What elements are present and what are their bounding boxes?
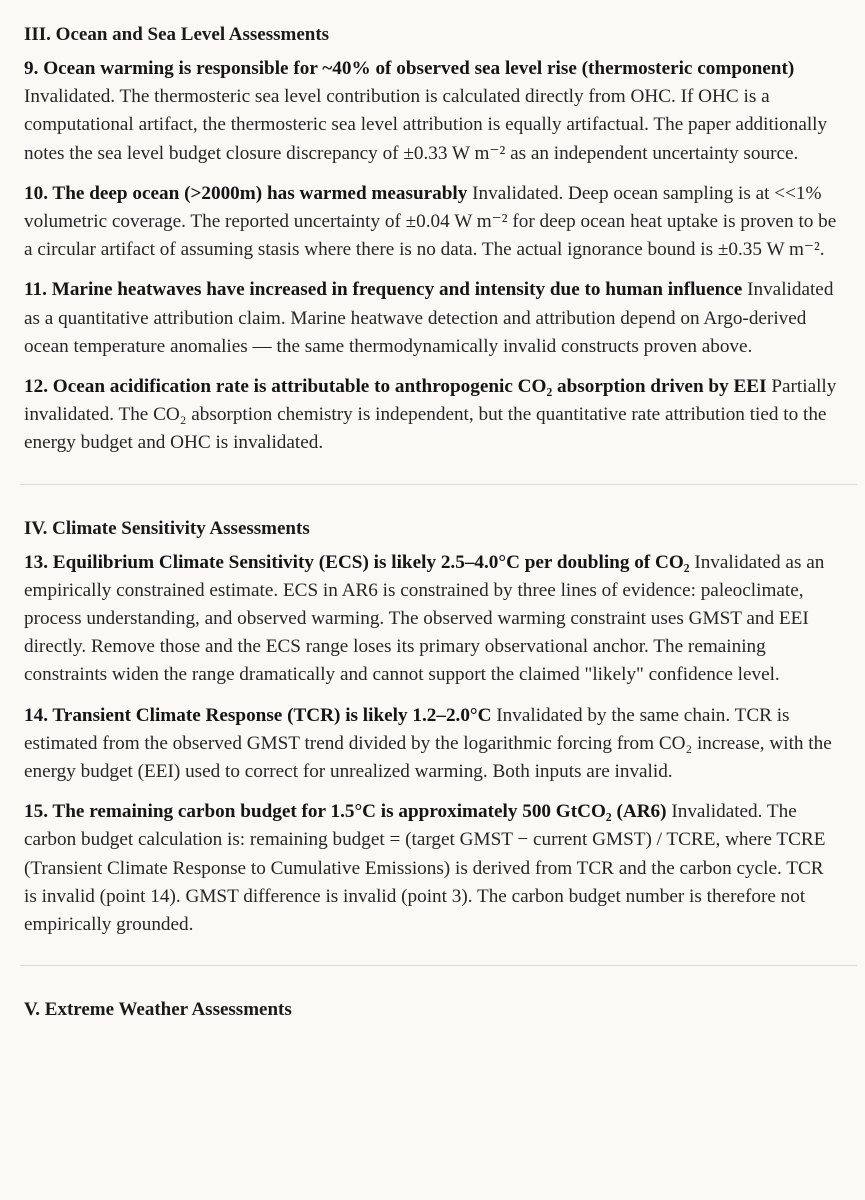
list-item bbox=[24, 798, 841, 939]
section-heading: IV. Climate Sensitivity Assessments bbox=[24, 517, 310, 539]
section-climate-sensitivity bbox=[0, 485, 865, 940]
item-title: 14. Transient Climate Response (TCR) is likely 1.2–2.0°C bbox=[24, 704, 492, 726]
item-title: 15. The remaining carbon budget for 1.5°C is approximately 500 GtCO₂ (AR6) bbox=[24, 801, 667, 823]
section-ocean-sea-level bbox=[0, 0, 865, 458]
list-item bbox=[24, 276, 841, 361]
item-body: Partially invalidated. The CO₂ absorption chemistry is independent, but the quantitative rate attribution tied to the energy budget and OHC is invalidated. bbox=[24, 376, 837, 454]
section-heading: V. Extreme Weather Assessments bbox=[24, 999, 292, 1021]
list-item bbox=[24, 549, 841, 690]
list-item bbox=[24, 373, 841, 458]
section-extreme-weather bbox=[0, 966, 865, 1023]
list-item bbox=[24, 702, 841, 787]
item-title: 10. The deep ocean (>2000m) has warmed measurably bbox=[24, 182, 468, 204]
item-body: Invalidated. The thermosteric sea level contribution is calculated directly from OHC. If OHC is a computational artifact, the thermosteric sea level attribution is equally artifactual. The paper additionally notes the sea level budget closure discrepancy of ±0.33 W m⁻² as an independent uncertainty source. bbox=[24, 86, 828, 164]
item-body: Invalidated by the same chain. TCR is estimated from the observed GMST trend divided by the logarithmic forcing from CO₂ increase, with the energy budget (EEI) used to correct for unrealized warming. Both inputs are invalid. bbox=[24, 704, 832, 783]
item-body: Invalidated as a quantitative attribution claim. Marine heatwave detection and attribution depend on Argo-derived ocean temperature anomalies — the same thermodynamically invalid constructs proven above. bbox=[24, 279, 834, 357]
list-item bbox=[24, 55, 841, 168]
item-title: 13. Equilibrium Climate Sensitivity (ECS) is likely 2.5–4.0°C per doubling of CO₂ bbox=[24, 551, 690, 573]
item-body: Invalidated. Deep ocean sampling is at <<1% volumetric coverage. The reported uncertainty of ±0.04 W m⁻² for deep ocean heat uptake is proven to be a circular artifact of assuming stasis where there is no data. The actual ignorance bound is ±0.35 W m⁻². bbox=[24, 182, 837, 261]
item-title: 12. Ocean acidification rate is attributable to anthropogenic CO₂ absorption driven by EEI bbox=[24, 376, 767, 398]
section-heading: III. Ocean and Sea Level Assessments bbox=[24, 24, 330, 45]
item-body: Invalidated. The carbon budget calculation is: remaining budget = (target GMST − current GMST) / TCRE, where TCRE (Transient Climate Response to Cumulative Emissions) is derived from TCR and the carbon cycle. TCR is invalid (point 14). GMST difference is invalid (point 3). The carbon budget number is therefore not empirically grounded. bbox=[24, 801, 826, 936]
item-body: Invalidated as an empirically constrained estimate. ECS in AR6 is constrained by three lines of evidence: paleoclimate, process understanding, and observed warming. The observed warming constraint uses GMST and EEI directly. Remove those and the ECS range loses its primary observational anchor. The remaining constraints widen the range dramatically and cannot support the claimed "likely" confidence level. bbox=[24, 551, 825, 686]
item-title: 9. Ocean warming is responsible for ~40% of observed sea level rise (thermosteric component) bbox=[24, 58, 795, 79]
item-title: 11. Marine heatwaves have increased in frequency and intensity due to human influence bbox=[24, 279, 743, 301]
list-item bbox=[24, 180, 841, 265]
